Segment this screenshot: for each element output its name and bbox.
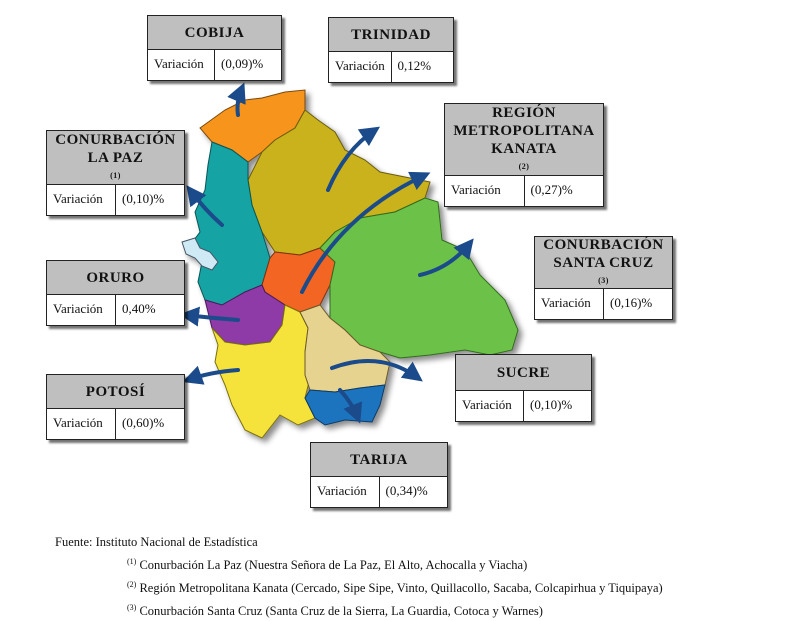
variation-label: Variación [445, 176, 525, 206]
variation-value: (0,34)% [385, 483, 428, 498]
footnote-1 [55, 552, 663, 575]
variation-label: Variación [148, 50, 215, 80]
box-title: POTOSÍ [47, 375, 184, 409]
box-title [535, 237, 672, 289]
box-title: ORURO [47, 261, 184, 295]
footnote-text: Región Metropolitana Kanata (Cercado, Sipe Sipe, Vinto, Quillacollo, Sacaba, Colcapirhua y Tiquipaya) [139, 581, 663, 596]
box-title [47, 131, 184, 185]
variation-value: (0,10)% [530, 397, 573, 412]
box-title [445, 104, 603, 176]
variation-label: Variación [47, 295, 116, 325]
box-santacruz [534, 236, 673, 320]
footnote-marker: (3) [127, 603, 137, 613]
box-oruro [46, 260, 185, 326]
variation-value: (0,09)% [221, 56, 264, 71]
box-title-text: CONURBACIÓN LA PAZ [55, 131, 176, 166]
variation-label: Variación [535, 289, 604, 319]
variation-label: Variación [456, 391, 524, 421]
footnote-2 [55, 575, 663, 598]
box-lapaz [46, 130, 185, 216]
variation-label: Variación [47, 185, 116, 215]
box-title-text: CONURBACIÓN SANTA CRUZ [543, 236, 664, 271]
footnote-marker: (2) [127, 580, 137, 590]
box-title-text: REGIÓN METROPOLITANA KANATA [453, 104, 595, 157]
variation-value: (0,16)% [610, 295, 653, 310]
box-potosi [46, 374, 185, 440]
box-title: TRINIDAD [329, 18, 453, 52]
footnote-marker: (3) [598, 275, 609, 285]
variation-label: Variación [329, 52, 392, 82]
footnote-text: Conurbación La Paz (Nuestra Señora de La Paz, El Alto, Achocalla y Viacha) [139, 558, 528, 573]
footnote-3 [55, 598, 663, 621]
variation-value: (0,10)% [122, 191, 165, 206]
footnote-marker: (1) [127, 557, 137, 566]
box-title: TARIJA [311, 443, 447, 477]
source-line: Fuente: Instituto Nacional de Estadística [55, 535, 258, 549]
variation-value: 0,40% [122, 301, 156, 316]
region-tarija [305, 385, 385, 425]
footnote-marker: (2) [518, 161, 530, 171]
variation-label: Variación [47, 409, 116, 439]
source-notes [55, 533, 663, 621]
footnote-text: Conurbación Santa Cruz (Santa Cruz de la Sierra, La Guardia, Cotoca y Warnes) [139, 604, 543, 619]
variation-value: 0,12% [397, 58, 432, 73]
box-cobija [147, 15, 282, 81]
box-title: COBIJA [148, 16, 281, 50]
footnote-marker: (1) [110, 170, 121, 180]
box-trinidad [328, 17, 454, 83]
variation-value: (0,60)% [122, 415, 165, 430]
box-title: SUCRE [456, 355, 591, 391]
variation-value: (0,27)% [530, 182, 573, 197]
box-tarija [310, 442, 448, 508]
box-kanata [444, 103, 604, 207]
box-sucre [455, 354, 592, 422]
variation-label: Variación [311, 477, 380, 507]
